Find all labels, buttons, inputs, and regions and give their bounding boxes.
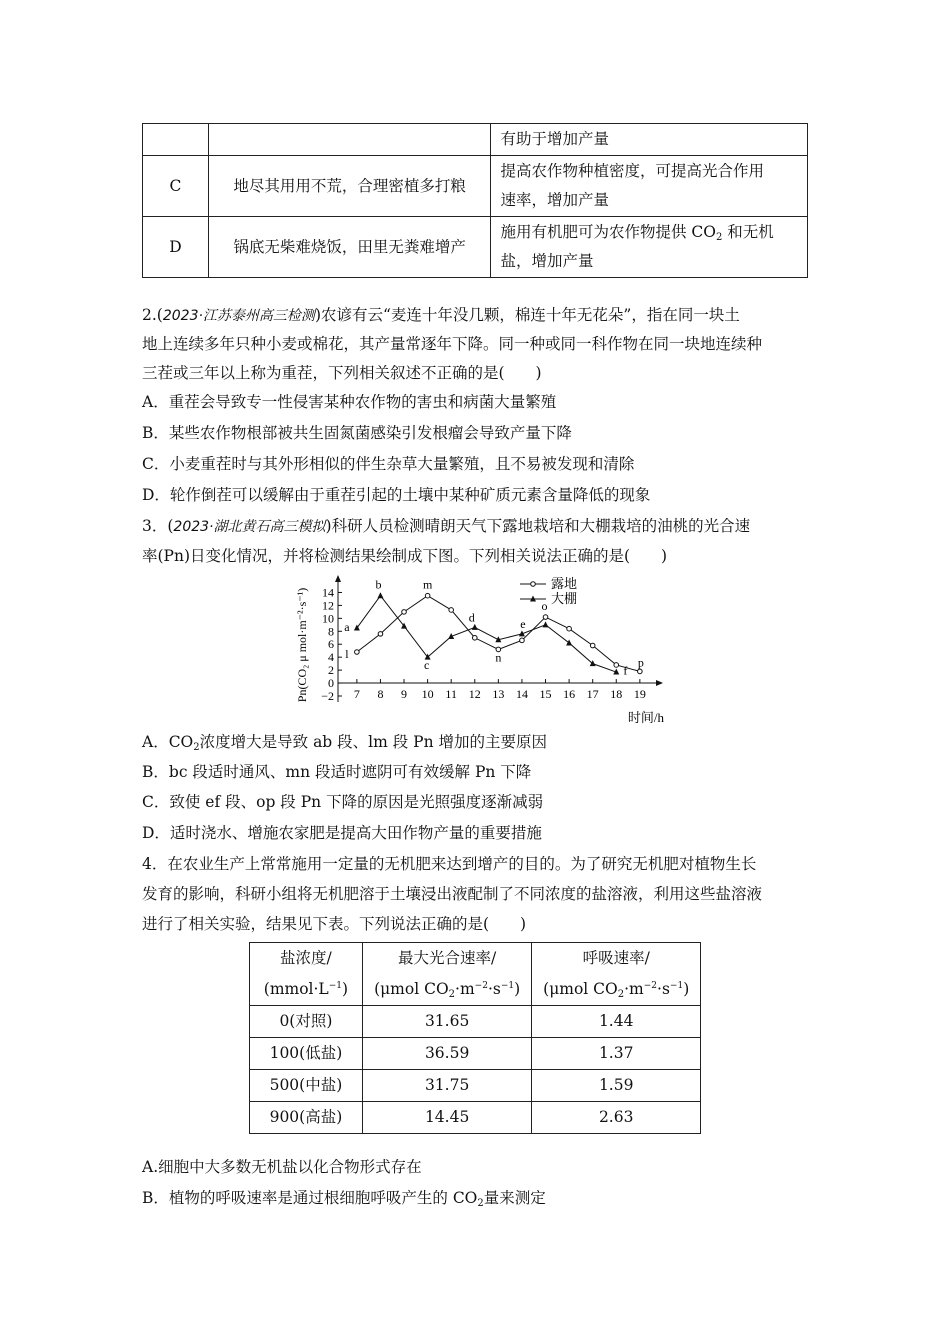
point-label-l: l: [345, 647, 349, 661]
open-field-point: [472, 635, 477, 640]
table-cell: 锅底无柴难烧饭，田里无粪难增产: [208, 217, 491, 278]
q4-line-1: 4．在农业生产上常常施用一定量的无机肥来达到增产的目的。为了研究无机肥对植物生长: [142, 855, 757, 873]
legend-marker-open-field: [531, 582, 536, 587]
q3-option-d: D．适时浇水、增施农家肥是提高大田作物产量的重要措施: [142, 824, 542, 842]
point-label-a: a: [344, 620, 350, 635]
x-tick-label: 11: [445, 687, 457, 702]
q3-option-c: C．致使 ef 段、op 段 Pn 下降的原因是光照强度逐渐减弱: [142, 793, 544, 811]
q2-source: 2023·江苏泰州高三检测: [162, 308, 315, 324]
open-field-point: [543, 615, 548, 620]
point-label-m: m: [422, 577, 433, 592]
x-tick-label: 9: [401, 687, 408, 702]
table-header: $(mmol\cdot L^{-1})$: [250, 974, 363, 1006]
q4-line-2: 发育的影响，科研小组将无机肥溶于土壤浸出液配制了不同浓度的盐溶液，利用这些盐溶液: [142, 885, 763, 903]
point-label-f: f: [623, 663, 628, 678]
open-field-point: [402, 610, 407, 615]
x-tick-label: 8: [377, 687, 384, 702]
table-header: (μmol $CO_2\cdot m^{-2}\cdot s^{-1}$): [532, 974, 701, 1006]
table-cell: 1.37: [532, 1038, 701, 1070]
table-cell: 31.75: [362, 1070, 532, 1102]
q3-option-b: B．bc 段适时通风、mn 段适时遮阴可有效缓解 Pn 下降: [142, 763, 532, 781]
greenhouse-point: [472, 624, 478, 630]
table-cell: C: [143, 156, 209, 217]
table-header: (μmol $CO_2\cdot m^{-2}\cdot s^{-1}$): [362, 974, 532, 1006]
y-tick-label: 12: [322, 598, 334, 613]
table-header: 最大光合速率/: [362, 943, 532, 975]
table-cell: [143, 124, 209, 156]
answer-table: [142, 123, 808, 278]
open-field-point: [638, 669, 643, 674]
open-field-point: [614, 663, 619, 668]
q3-line-1: 3．(2023·湖北黄石高三模拟)科研人员检测晴朗天气下露地栽培和大棚栽培的油桃的光合速: [142, 517, 751, 535]
cell-line: 速率，增加产量: [500, 191, 609, 209]
cell-line: 提高农作物种植密度，可提高光合作用: [500, 162, 764, 180]
table-cell: 900(高盐): [250, 1102, 363, 1134]
table-header-row: [250, 974, 701, 1006]
table-row: [143, 217, 808, 278]
series-line-greenhouse: [357, 596, 616, 672]
open-field-point: [449, 608, 454, 613]
table-cell: [491, 217, 808, 278]
pn-line-chart: [290, 572, 670, 724]
table-cell: [491, 156, 808, 217]
legend-label-open-field: 露地: [551, 576, 578, 591]
table-row: [250, 1038, 701, 1070]
x-tick-label: 10: [421, 687, 434, 702]
greenhouse-point: [377, 592, 383, 598]
y-tick-label: −2: [321, 689, 334, 703]
legend-label-greenhouse: 大棚: [551, 591, 578, 606]
q2-option-a: A．重茬会导致专一性侵害某种农作物的害虫和病菌大量繁殖: [142, 393, 557, 411]
q4-option-a: A.细胞中大多数无机盐以化合物形式存在: [142, 1158, 422, 1176]
table-row: [143, 156, 808, 217]
point-label-d: d: [468, 610, 475, 625]
q2-line-2: 地上连续多年只种小麦或棉花，其产量常逐年下降。同一种或同一科作物在同一块地连续种: [142, 335, 763, 353]
q4-option-b: B．植物的呼吸速率是通过根细胞呼吸产生的 $CO_2$量来测定: [142, 1189, 546, 1209]
table-header: 盐浓度/: [250, 943, 363, 975]
table-cell: 14.45: [362, 1102, 532, 1134]
point-label-n: n: [495, 650, 502, 665]
point-label-c: c: [423, 658, 430, 673]
y-tick-label: 8: [328, 624, 334, 639]
q2-option-b: B．某些农作物根部被共生固氮菌感染引发根瘤会导致产量下降: [142, 424, 572, 442]
y-tick-label: 14: [322, 585, 334, 600]
x-tick-label: 12: [468, 687, 481, 702]
table-row: [250, 1102, 701, 1134]
table-cell: 36.59: [362, 1038, 532, 1070]
q3-source: 2023·湖北黄石高三模拟: [173, 519, 326, 535]
point-label-o: o: [541, 599, 548, 614]
table-cell: 2.63: [532, 1102, 701, 1134]
y-axis-arrow: [335, 575, 341, 582]
table-cell: 500(中盐): [250, 1070, 363, 1102]
table-row: [250, 1006, 701, 1038]
y-tick-label: 10: [322, 611, 334, 626]
open-field-point: [355, 650, 360, 655]
table-header: 呼吸速率/: [532, 943, 701, 975]
table-cell: 1.59: [532, 1070, 701, 1102]
y-axis-label: Pn(CO₂ μ mol·m⁻²·s⁻¹): [295, 587, 309, 703]
table-row: [250, 1070, 701, 1102]
greenhouse-point: [590, 660, 596, 666]
table-header-row: [250, 943, 701, 975]
open-field-point: [378, 632, 383, 637]
q2-line-3: 三茬或三年以上称为重茬，下列相关叙述不正确的是( ): [142, 364, 542, 382]
q2-option-d: D．轮作倒茬可以缓解由于重茬引起的土壤中某种矿质元素含量降低的现象: [142, 486, 651, 504]
q2-line-1: 2.(2023·江苏泰州高三检测)农谚有云“麦连十年没几颗，棉连十年无花朵”，指在同一块土: [142, 306, 740, 324]
x-tick-label: 18: [610, 687, 623, 702]
x-tick-label: 15: [539, 687, 552, 702]
table-cell: [208, 124, 491, 156]
y-tick-label: 4: [328, 650, 334, 665]
y-tick-label: 6: [328, 637, 334, 652]
open-field-point: [590, 643, 595, 648]
table-cell: 31.65: [362, 1006, 532, 1038]
y-tick-label: 0: [328, 676, 334, 691]
table-row: [143, 124, 808, 156]
table-cell: 0(对照): [250, 1006, 363, 1038]
greenhouse-point: [566, 639, 572, 645]
x-tick-label: 19: [633, 687, 646, 702]
table-cell: 1.44: [532, 1006, 701, 1038]
x-axis-label: 时间/h: [627, 710, 664, 724]
q3-line-2: 率(Pn)日变化情况，并将检测结果绘制成下图。下列相关说法正确的是( ): [142, 547, 668, 565]
table-cell: 地尽其用用不荒，合理密植多打粮: [208, 156, 491, 217]
open-field-point: [425, 593, 430, 598]
x-tick-label: 7: [353, 687, 360, 702]
salt-data-table: [249, 942, 701, 1134]
point-label-e: e: [520, 616, 526, 631]
open-field-point: [567, 626, 572, 631]
cell-line: 施用有机肥可为农作物提供 $CO_2$ 和无机: [500, 223, 774, 243]
x-axis-arrow: [656, 680, 663, 686]
y-tick-label: 2: [328, 663, 334, 678]
x-tick-label: 13: [492, 687, 505, 702]
x-tick-label: 17: [586, 687, 599, 702]
point-label-p: p: [637, 655, 644, 670]
x-tick-label: 14: [515, 687, 528, 702]
cell-line: 盐，增加产量: [500, 252, 594, 270]
point-label-b: b: [375, 577, 382, 592]
greenhouse-point: [543, 621, 549, 627]
open-field-point: [520, 638, 525, 643]
q3-option-a: A．$CO_2$浓度增大是导致 ab 段、lm 段 Pn 增加的主要原因: [142, 733, 548, 753]
table-cell: 有助于增加产量: [491, 124, 808, 156]
x-tick-label: 16: [563, 687, 576, 702]
q4-line-3: 进行了相关实验，结果见下表。下列说法正确的是( ): [142, 915, 527, 933]
table-cell: 100(低盐): [250, 1038, 363, 1070]
table-cell: D: [143, 217, 209, 278]
q2-option-c: C．小麦重茬时与其外形相似的伴生杂草大量繁殖，且不易被发现和清除: [142, 455, 635, 473]
